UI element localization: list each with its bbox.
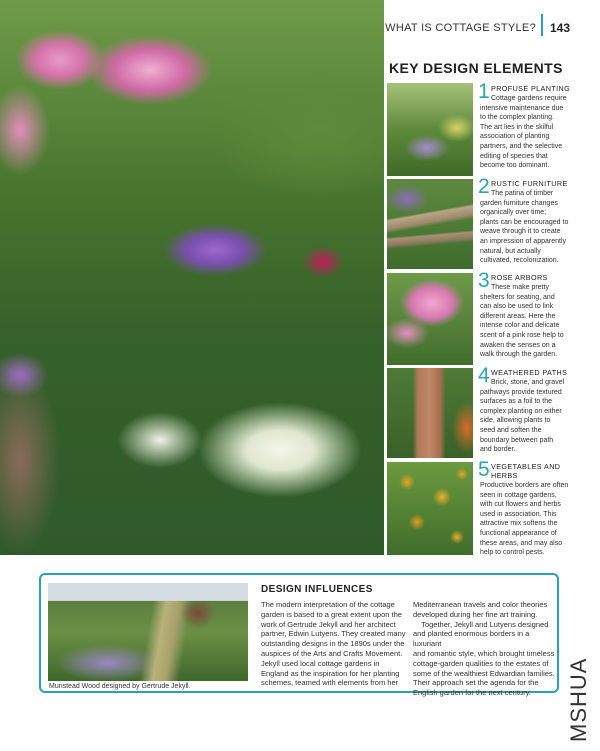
cottage-garden-hero-photo [0, 0, 384, 555]
body-line: intensive maintenance due [480, 104, 564, 112]
body-line: Productive borders are often [480, 482, 569, 489]
element-title: ROSE ARBORS [491, 273, 548, 282]
element-body [480, 94, 584, 171]
body-line: The art lies in the skilful [480, 123, 554, 131]
influences-title: DESIGN INFLUENCES [261, 584, 373, 595]
body-line: England as the inspiration for her planting [261, 668, 400, 678]
title-line: HERBS [491, 471, 518, 480]
body-line: attractive mix softens the [480, 520, 558, 528]
weathered-paths-photo [387, 368, 473, 458]
body-line: awaken the senses on a [480, 341, 556, 349]
body-line: some of the wealthiest Edwardian families. [413, 668, 555, 678]
title-line: VEGETABLES AND [491, 462, 561, 471]
body-line: plants can be encouraged to [480, 218, 569, 226]
vegetables-herbs-photo [387, 462, 473, 555]
influences-column-2 [413, 600, 558, 698]
body-line: The patina of timber [491, 190, 554, 197]
body-line: Mediterranean travels and color theories [413, 600, 548, 609]
body-line: association of planting [480, 133, 550, 141]
body-line: these areas, and may also [480, 539, 563, 547]
body-line: seen in cottage gardens, [480, 491, 557, 499]
body-line: Brick, stone, and gravel [491, 379, 565, 386]
munstead-wood-photo [48, 583, 248, 681]
body-line: Jekyll used local cottage gardens in [261, 658, 380, 668]
body-line: shelters for seating, and [480, 293, 555, 301]
body-line: cottage-garden qualities to the estates of [413, 658, 549, 668]
body-line: organically over time; [480, 209, 547, 217]
body-line: cultivated, recolonization. [480, 257, 559, 265]
body-line: can also be used to link [480, 303, 554, 311]
body-line: become too dominant. [480, 162, 550, 170]
body-line: side, allowing plants to [480, 417, 551, 425]
body-line: functional appearance of [480, 529, 557, 537]
body-line: Together, Jekyll and Lutyens designed [413, 619, 549, 629]
body-line: an impression of apparently [480, 237, 566, 245]
body-line: pathways provide textured [480, 388, 562, 396]
element-body [480, 481, 584, 558]
body-line: help to control pests. [480, 549, 545, 557]
photo-caption: Munstead Wood designed by Gertrude Jekyll. [49, 683, 191, 690]
body-line: scent of a pink rose help to [480, 331, 564, 339]
element-number: 5 [478, 458, 490, 481]
body-line: outstanding designs in the 1890s under the [261, 639, 405, 649]
body-line: and planted enormous borders in a luxuriant [413, 629, 530, 649]
section-title: KEY DESIGN ELEMENTS [389, 60, 563, 76]
element-number: 1 [478, 80, 490, 103]
element-title: RUSTIC FURNITURE [491, 179, 568, 188]
body-line: developed during her fine art training. [413, 609, 538, 619]
element-title: PROFUSE PLANTING [491, 84, 571, 93]
element-title: WEATHERED PATHS [491, 368, 568, 377]
element-number: 2 [478, 175, 490, 198]
body-line: walk through the garden. [480, 351, 558, 359]
body-line: different areas. Here the [480, 312, 556, 320]
design-influences-box [39, 573, 559, 698]
side-watermark: MSHUA [566, 657, 591, 742]
profuse-planting-photo [387, 83, 473, 176]
body-line: seed and soften the [480, 426, 542, 434]
element-body [480, 189, 584, 266]
body-line: weave through it to create [480, 228, 561, 236]
body-line: The modern interpretation of the cottage [261, 600, 395, 609]
element-title [491, 462, 591, 480]
body-line: with cut flowers and herbs [480, 501, 561, 509]
body-line: partners, and the selective [480, 142, 563, 150]
body-line: garden furniture changes [480, 199, 558, 207]
body-line: garden is based to a great extent upon the [261, 609, 402, 619]
body-line: and border. [480, 446, 516, 454]
body-line: English garden for the next century. [413, 688, 531, 698]
running-head: WHAT IS COTTAGE STYLE? [385, 22, 536, 34]
body-line: work of Gertrude Jekyll and her architect [261, 619, 396, 629]
rose-arbors-photo [387, 273, 473, 365]
body-line: complex planting on either [480, 407, 562, 415]
element-body [480, 283, 584, 360]
body-line: Their approach set the agenda for the [413, 678, 539, 688]
body-line: boundary between path [480, 436, 554, 444]
element-body [480, 378, 584, 455]
page-number: 143 [550, 21, 571, 35]
element-number: 4 [478, 364, 490, 387]
body-line: schemes, teamed with elements from her [261, 678, 399, 688]
body-line: intense color and delicate [480, 322, 560, 330]
body-line: editing of species that [480, 152, 548, 160]
element-number: 3 [478, 269, 490, 292]
body-line: used in association. This [480, 510, 557, 518]
influences-column-1 [261, 600, 406, 688]
header-divider [541, 14, 543, 36]
body-line: and romantic style, which brought timeless [413, 648, 555, 658]
body-line: natural, but actually [480, 247, 541, 255]
body-line: surfaces as a foil to the [480, 398, 552, 406]
body-line: Cottage gardens require [491, 95, 567, 102]
body-line: partner, Edwin Lutyens. They created many [261, 629, 406, 639]
body-line: These make pretty [491, 284, 549, 291]
rustic-furniture-photo [387, 179, 473, 269]
body-line: auspices of the Arts and Crafts Movement. [261, 648, 403, 658]
body-line: to the complex planting. [480, 114, 554, 122]
